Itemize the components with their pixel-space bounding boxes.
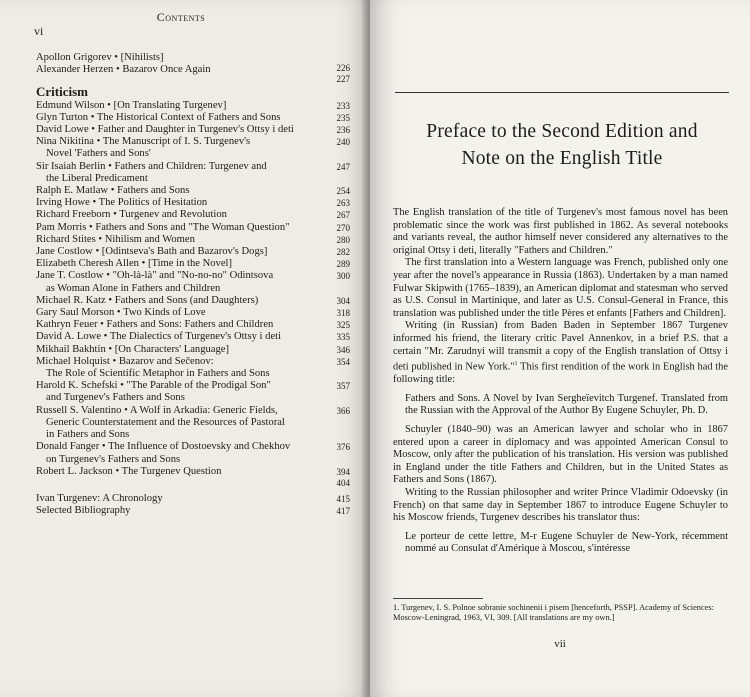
toc-page-number: 304 <box>336 295 350 306</box>
toc-entry <box>36 209 350 221</box>
paragraph-text: This first rendition of the work in English had the following title: <box>393 361 728 386</box>
toc-page-number: 376 <box>336 442 350 453</box>
toc-entry-text: David Lowe • Father and Daughter in Turgenev's Ottsy i deti <box>36 124 294 136</box>
toc-entry-text: Elizabeth Cheresh Allen • [Time in the Novel] <box>36 258 233 270</box>
toc-page-number: 300 <box>336 271 350 282</box>
toc-entry-continuation: Novel 'Fathers and Sons' <box>46 148 151 160</box>
running-head: Contents <box>156 10 206 24</box>
toc-page-number: 254 <box>336 186 350 197</box>
toc-entry <box>36 112 350 124</box>
toc-entry <box>36 356 350 380</box>
toc-entry <box>36 52 350 64</box>
toc-entry-text: Robert L. Jackson • The Turgenev Question <box>36 465 222 477</box>
toc-page-number: 233 <box>336 100 350 111</box>
toc-page-number: 325 <box>336 320 350 331</box>
toc-entry-continuation: the Liberal Predicament <box>46 172 148 184</box>
toc-entry <box>36 493 350 505</box>
toc-entry-text: Kathryn Feuer • Fathers and Sons: Fathers and Children <box>36 319 274 331</box>
paragraph <box>393 320 728 386</box>
title-rule <box>395 92 729 93</box>
toc-entry-text: Michael R. Katz • Fathers and Sons (and Daughters) <box>36 294 259 306</box>
toc-page-number: 270 <box>336 222 350 233</box>
toc-entry <box>36 295 350 307</box>
toc-page-number: 267 <box>336 210 350 221</box>
footnote: 1. Turgenev, I. S. Polnoe sobranie sochinenii i pisem [henceforth, PSSP]. Academy of Sciences: Moscow-Leningrad, 1963, VI, 309. [All translations are my own.] <box>393 603 714 623</box>
toc-page-number: 404 <box>336 477 350 488</box>
toc-entry <box>36 307 350 319</box>
toc-entry-text: Donald Fanger • The Influence of Dostoevsky and Chekhov <box>36 441 291 453</box>
toc-entry <box>36 234 350 246</box>
table-of-contents <box>36 52 350 517</box>
toc-entry-text: Michael Holquist • Bazarov and Sečenov: <box>36 355 214 367</box>
toc-entry <box>36 380 350 404</box>
toc-entry-text: Ralph E. Matlaw • Fathers and Sons <box>36 185 190 197</box>
toc-entry <box>36 319 350 331</box>
preface-title <box>385 118 739 172</box>
toc-entry-continuation: The Role of Scientific Metaphor in Fathers and Sons <box>46 368 270 380</box>
section-heading: Criticism <box>36 84 88 100</box>
toc-page-number: 263 <box>336 198 350 209</box>
toc-page-number: 357 <box>336 381 350 392</box>
toc-entry <box>36 222 350 234</box>
toc-entry <box>36 331 350 343</box>
toc-entry <box>36 100 350 112</box>
toc-entry-text: Ivan Turgenev: A Chronology <box>36 492 163 504</box>
toc-entry-text: Sir Isaiah Berlin • Fathers and Children: Turgenev and <box>36 160 267 172</box>
toc-page-number: 235 <box>336 112 350 123</box>
toc-back-matter <box>36 493 350 517</box>
toc-page-number: 289 <box>336 259 350 270</box>
toc-entry <box>36 124 350 136</box>
paragraph: Writing to the Russian philosopher and writer Prince Vladimir Odoevsky (in French) on that same day in September 1867 to introduce Eugene Schuyler to his Moscow friends, Turgenev describes his translator thus: <box>393 486 728 524</box>
toc-entries <box>36 99 350 488</box>
toc-entry <box>36 63 350 85</box>
preface-body <box>393 207 728 562</box>
toc-entry <box>36 185 350 197</box>
toc-entry <box>36 246 350 258</box>
toc-entry <box>36 270 350 294</box>
toc-entry-text: Edmund Wilson • [On Translating Turgenev] <box>36 99 227 111</box>
toc-entry <box>36 136 350 160</box>
footnote-marker: 1 <box>514 361 518 368</box>
toc-page-number: 226 <box>336 63 350 74</box>
toc-page-number: 227 <box>336 74 350 85</box>
toc-entry <box>36 465 350 488</box>
toc-entry-text: Jane Costlow • [Odintseva's Bath and Bazarov's Dogs] <box>36 246 268 258</box>
toc-entry <box>36 344 350 356</box>
toc-page-number: 417 <box>336 506 350 517</box>
toc-page-number: 318 <box>336 308 350 319</box>
page-number-right: vii <box>554 638 566 650</box>
toc-page-number: 366 <box>336 405 350 416</box>
toc-entry-text: Selected Bibliography <box>36 505 131 517</box>
toc-entry-text: Harold K. Schefski • "The Parable of the Prodigal Son" <box>36 380 271 392</box>
toc-page-number: 280 <box>336 234 350 245</box>
toc-entry-text: Pam Morris • Fathers and Sons and "The Woman Question" <box>36 221 290 233</box>
toc-page-number: 282 <box>336 247 350 258</box>
toc-entry-text: Richard Stites • Nihilism and Women <box>36 233 195 245</box>
toc-page-number: 394 <box>336 466 350 477</box>
toc-entry-text: Alexander Herzen • Bazarov Once Again <box>36 64 211 76</box>
paragraph: The first translation into a Western language was French, published only one year after the novel's appearance in Russia (1863). Undertaken by a man named Fulwar Skipwith (1765–1839), an American diplomat and statesman who served as U.S. Consul in Martinique, and later as U.S. Consul-General in France, this translation was published under the title Pères et enfants [Fathers and Children]. <box>393 257 728 319</box>
toc-entry-text: Jane T. Costlow • "Oh-là-là" and "No-no-no" Odintsova <box>36 270 274 282</box>
toc-entry-text: Richard Freeborn • Turgenev and Revolution <box>36 209 227 221</box>
preface-title-line1: Preface to the Second Edition and <box>426 121 698 142</box>
toc-page-number: 335 <box>336 332 350 343</box>
toc-entry-text: Russell S. Valentino • A Wolf in Arkadia: Generic Fields, <box>36 404 278 416</box>
toc-entry <box>36 505 350 517</box>
toc-page-number: 236 <box>336 125 350 136</box>
toc-entry <box>36 258 350 270</box>
toc-page-number: 415 <box>336 493 350 504</box>
toc-page-number: 240 <box>336 137 350 148</box>
toc-entry-continuation: in Fathers and Sons <box>46 429 130 441</box>
toc-entry-text: Glyn Turton • The Historical Context of Fathers and Sons <box>36 111 281 123</box>
toc-entry-text: Apollon Grigorev • [Nihilists] <box>36 52 164 63</box>
toc-entry-text: Nina Nikitina • The Manuscript of I. S. Turgenev's <box>36 136 251 148</box>
paragraph: The English translation of the title of Turgenev's most famous novel has been problematic since the work was first published in 1862. As several notebooks and variants reveal, the author himself never considered any alternatives to the original Ottsy i deti, literally "Fathers and Children." <box>393 207 728 256</box>
toc-entry <box>36 405 350 442</box>
toc-entry-continuation: on Turgenev's Fathers and Sons <box>46 453 181 465</box>
toc-entry-text: Mikhail Bakhtin • [On Characters' Language] <box>36 343 230 355</box>
toc-entry <box>36 161 350 185</box>
left-page <box>0 0 370 697</box>
paragraph-text: Writing (in Russian) from Baden Baden in September 1867 Turgenev informed his friend, the literary critic Pavel Annenkov, in a brief P.S. that a certain "Mr. Zarudnyi will transmit a copy of the English translation of Ottsy i deti published in New York." <box>393 320 728 373</box>
toc-page-number: 346 <box>336 344 350 355</box>
toc-entry <box>36 441 350 465</box>
paragraph: Schuyler (1840–90) was an American lawyer and scholar who in 1867 entered upon a career in diplomacy and was appointed American Consul to Moscow, only after the publication of his translation. His version was published in England under the title Fathers and Children, but in the United States as Fathers and Sons (1867). <box>393 423 728 486</box>
block-quote: Fathers and Sons. A Novel by Ivan Sergheïevitch Turgenef. Translated from the Russian with the Approval of the Author By Eugene Schuyler, Ph. D. <box>405 392 728 417</box>
toc-page-number: 247 <box>336 161 350 172</box>
toc-entry-continuation: and Turgenev's Fathers and Sons <box>46 392 185 404</box>
preface-title-line2: Note on the English Title <box>461 148 663 169</box>
toc-entry-text: Gary Saul Morson • Two Kinds of Love <box>36 307 206 319</box>
block-quote: Le porteur de cette lettre, M-r Eugene Schuyler de New-York, récemment nommé au Consulat d'Amérique à Moscou, s'intéresse <box>405 530 728 555</box>
toc-entry-text: Irving Howe • The Politics of Hesitation <box>36 197 208 209</box>
toc-entry-text: David A. Lowe • The Dialectics of Turgenev's Ottsy i deti <box>36 331 282 343</box>
toc-entry-continuation: Generic Counterstatement and the Resources of Pastoral <box>46 416 285 428</box>
toc-entry <box>36 197 350 209</box>
page-number-left: vi <box>34 24 44 38</box>
toc-entry-continuation: as Woman Alone in Fathers and Children <box>46 282 221 294</box>
toc-page-number: 354 <box>336 356 350 367</box>
footnote-rule <box>393 598 483 599</box>
